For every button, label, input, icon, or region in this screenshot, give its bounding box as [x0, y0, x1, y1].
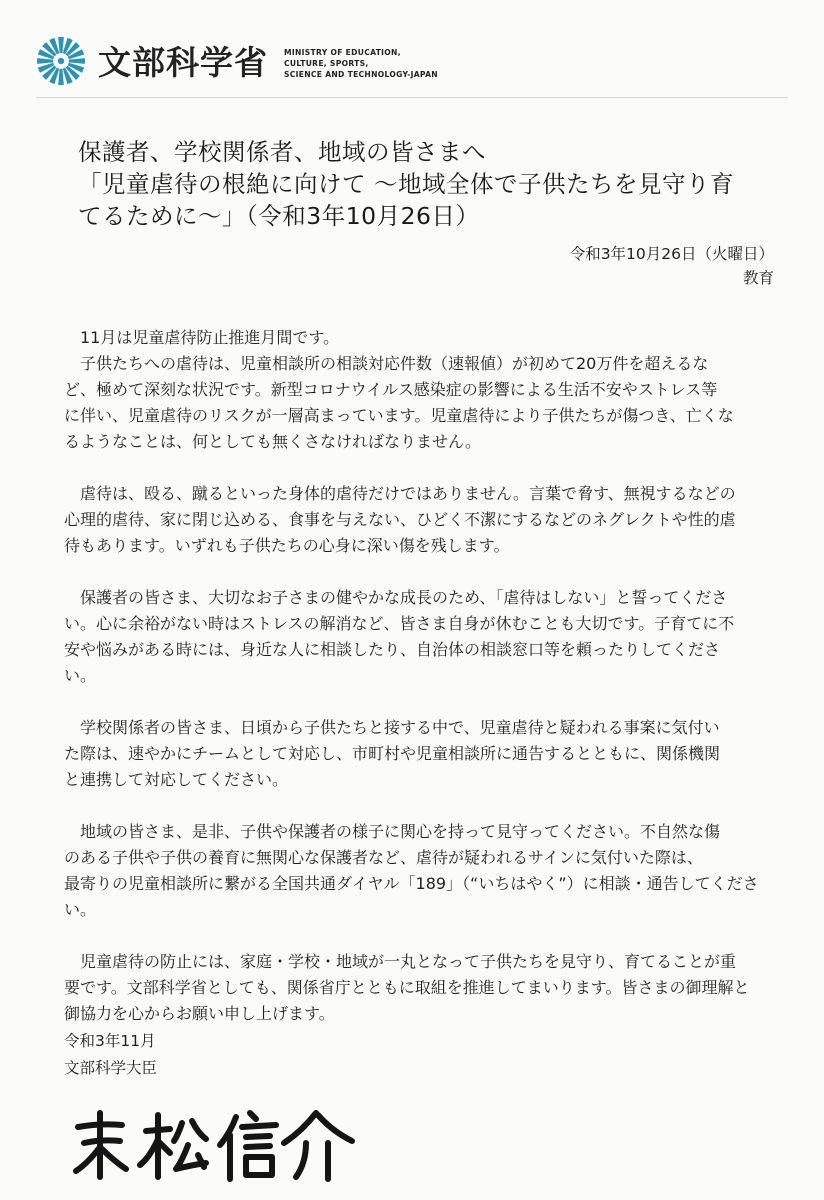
- paragraph: [64, 819, 784, 923]
- mext-chrysanthemum-logo-icon: [36, 36, 86, 86]
- paragraph-line: 安や悩みがある時には、身近な人に相談したり、自治体の相談窓口等を頼ったりしてくださ: [64, 640, 721, 659]
- paragraph-line: 児童虐待の防止には、家庭・学校・地域が一丸となって子供たちを見守り、育てることが重: [64, 952, 737, 971]
- closing-title: 文部科学大臣: [64, 1059, 158, 1077]
- logo-petal: [58, 69, 64, 85]
- paragraph-line: 要です。文部科学省としても、関係省庁とともに取組を推進してまいります。皆さまの御理解と: [64, 978, 750, 997]
- paragraph-line: い。: [64, 666, 97, 685]
- paragraph-line: 虐待は、殴る、蹴るといった身体的虐待だけではありません。言葉で脅す、無視するなどの: [64, 484, 736, 503]
- paragraph-line: 心理的虐待、家に閉じ込める、食事を与えない、ひどく不潔にするなどのネグレクトや性的虐: [64, 510, 736, 529]
- paragraph: [64, 325, 784, 455]
- logo-petal: [37, 58, 53, 64]
- paragraph-line: と連携して対応してください。: [64, 770, 289, 789]
- paragraph-line: い。: [64, 900, 97, 919]
- closing-date: 令和3年11月: [64, 1032, 156, 1050]
- title-line: 「児童虐待の根絶に向けて ～地域全体で子供たちを見守り育: [78, 170, 734, 198]
- paragraph-line: に伴い、児童虐待のリスクが一層高まっています。児童虐待により子供たちが傷つき、亡くな: [64, 406, 734, 425]
- dateline: [454, 242, 774, 290]
- paragraph: [64, 585, 784, 689]
- logo-petal: [69, 58, 85, 64]
- paragraph-line: い。心に余裕がない時はストレスの解消など、皆さま自身が休むことも大切です。子育てに不: [64, 614, 735, 633]
- paragraph-line: 待もあります。いずれも子供たちの心身に深い傷を残します。: [64, 536, 510, 555]
- closing-block: [64, 1028, 157, 1082]
- paragraph-line: 御協力を心からお願い申し上げます。: [64, 1004, 335, 1023]
- paragraph: [64, 481, 784, 559]
- org-name-jp: 文部科学省: [98, 43, 268, 82]
- message-body: [64, 325, 784, 1053]
- paragraph-line: た際は、速やかにチームとして対応し、市町村や児童相談所に通告するとともに、関係機関: [64, 744, 721, 763]
- paragraph-line: 子供たちへの虐待は、児童相談所の相談対応件数（速報値）が初めて20万件を超えるな: [64, 354, 709, 373]
- title-line: 保護者、学校関係者、地域の皆さまへ: [78, 138, 486, 166]
- paragraph: [64, 715, 784, 793]
- handwritten-signature-icon: [70, 1105, 370, 1185]
- paragraph: [64, 949, 784, 1027]
- paragraph-line: のある子供や子供の養育に無関心な保護者など、虐待が疑われるサインに気付いた際は、: [64, 848, 703, 867]
- paragraph-line: 学校関係者の皆さま、日頃から子供たちと接する中で、児童虐待と疑われる事案に気付い: [64, 718, 720, 737]
- title-line: てるために～」（令和3年10月26日）: [78, 202, 480, 230]
- header-divider: [36, 97, 788, 98]
- header: [36, 36, 496, 90]
- paragraph-line: 地域の皆さま、是非、子供や保護者の様子に関心を持って見守ってください。不自然な傷: [64, 822, 721, 841]
- paragraph-line: るようなことは、何としても無くさなければなりません。: [64, 432, 481, 451]
- paragraph-line: 最寄りの児童相談所に繋がる全国共通ダイヤル「189」（“いちはやく”）に相談・通告してくださ: [64, 874, 759, 893]
- paragraph-line: 保護者の皆さま、大切なお子さまの健やかな成長のため、「虐待はしない」と誓ってくださ: [64, 588, 728, 607]
- page-title: [78, 136, 808, 232]
- paragraph-line: 11月は児童虐待防止推進月間です。: [64, 328, 340, 347]
- org-name-en: MINISTRY OF EDUCATION, CULTURE, SPORTS, SCIENCE AND TECHNOLOGY-JAPAN: [284, 48, 438, 79]
- paragraph-line: ど、極めて深刻な状況です。新型コロナウイルス感染症の影響による生活不安やストレス等: [64, 380, 718, 399]
- publish-date: 令和3年10月26日（火曜日）: [569, 245, 774, 263]
- category-label: 教育: [742, 269, 774, 287]
- logo-petal: [58, 37, 64, 53]
